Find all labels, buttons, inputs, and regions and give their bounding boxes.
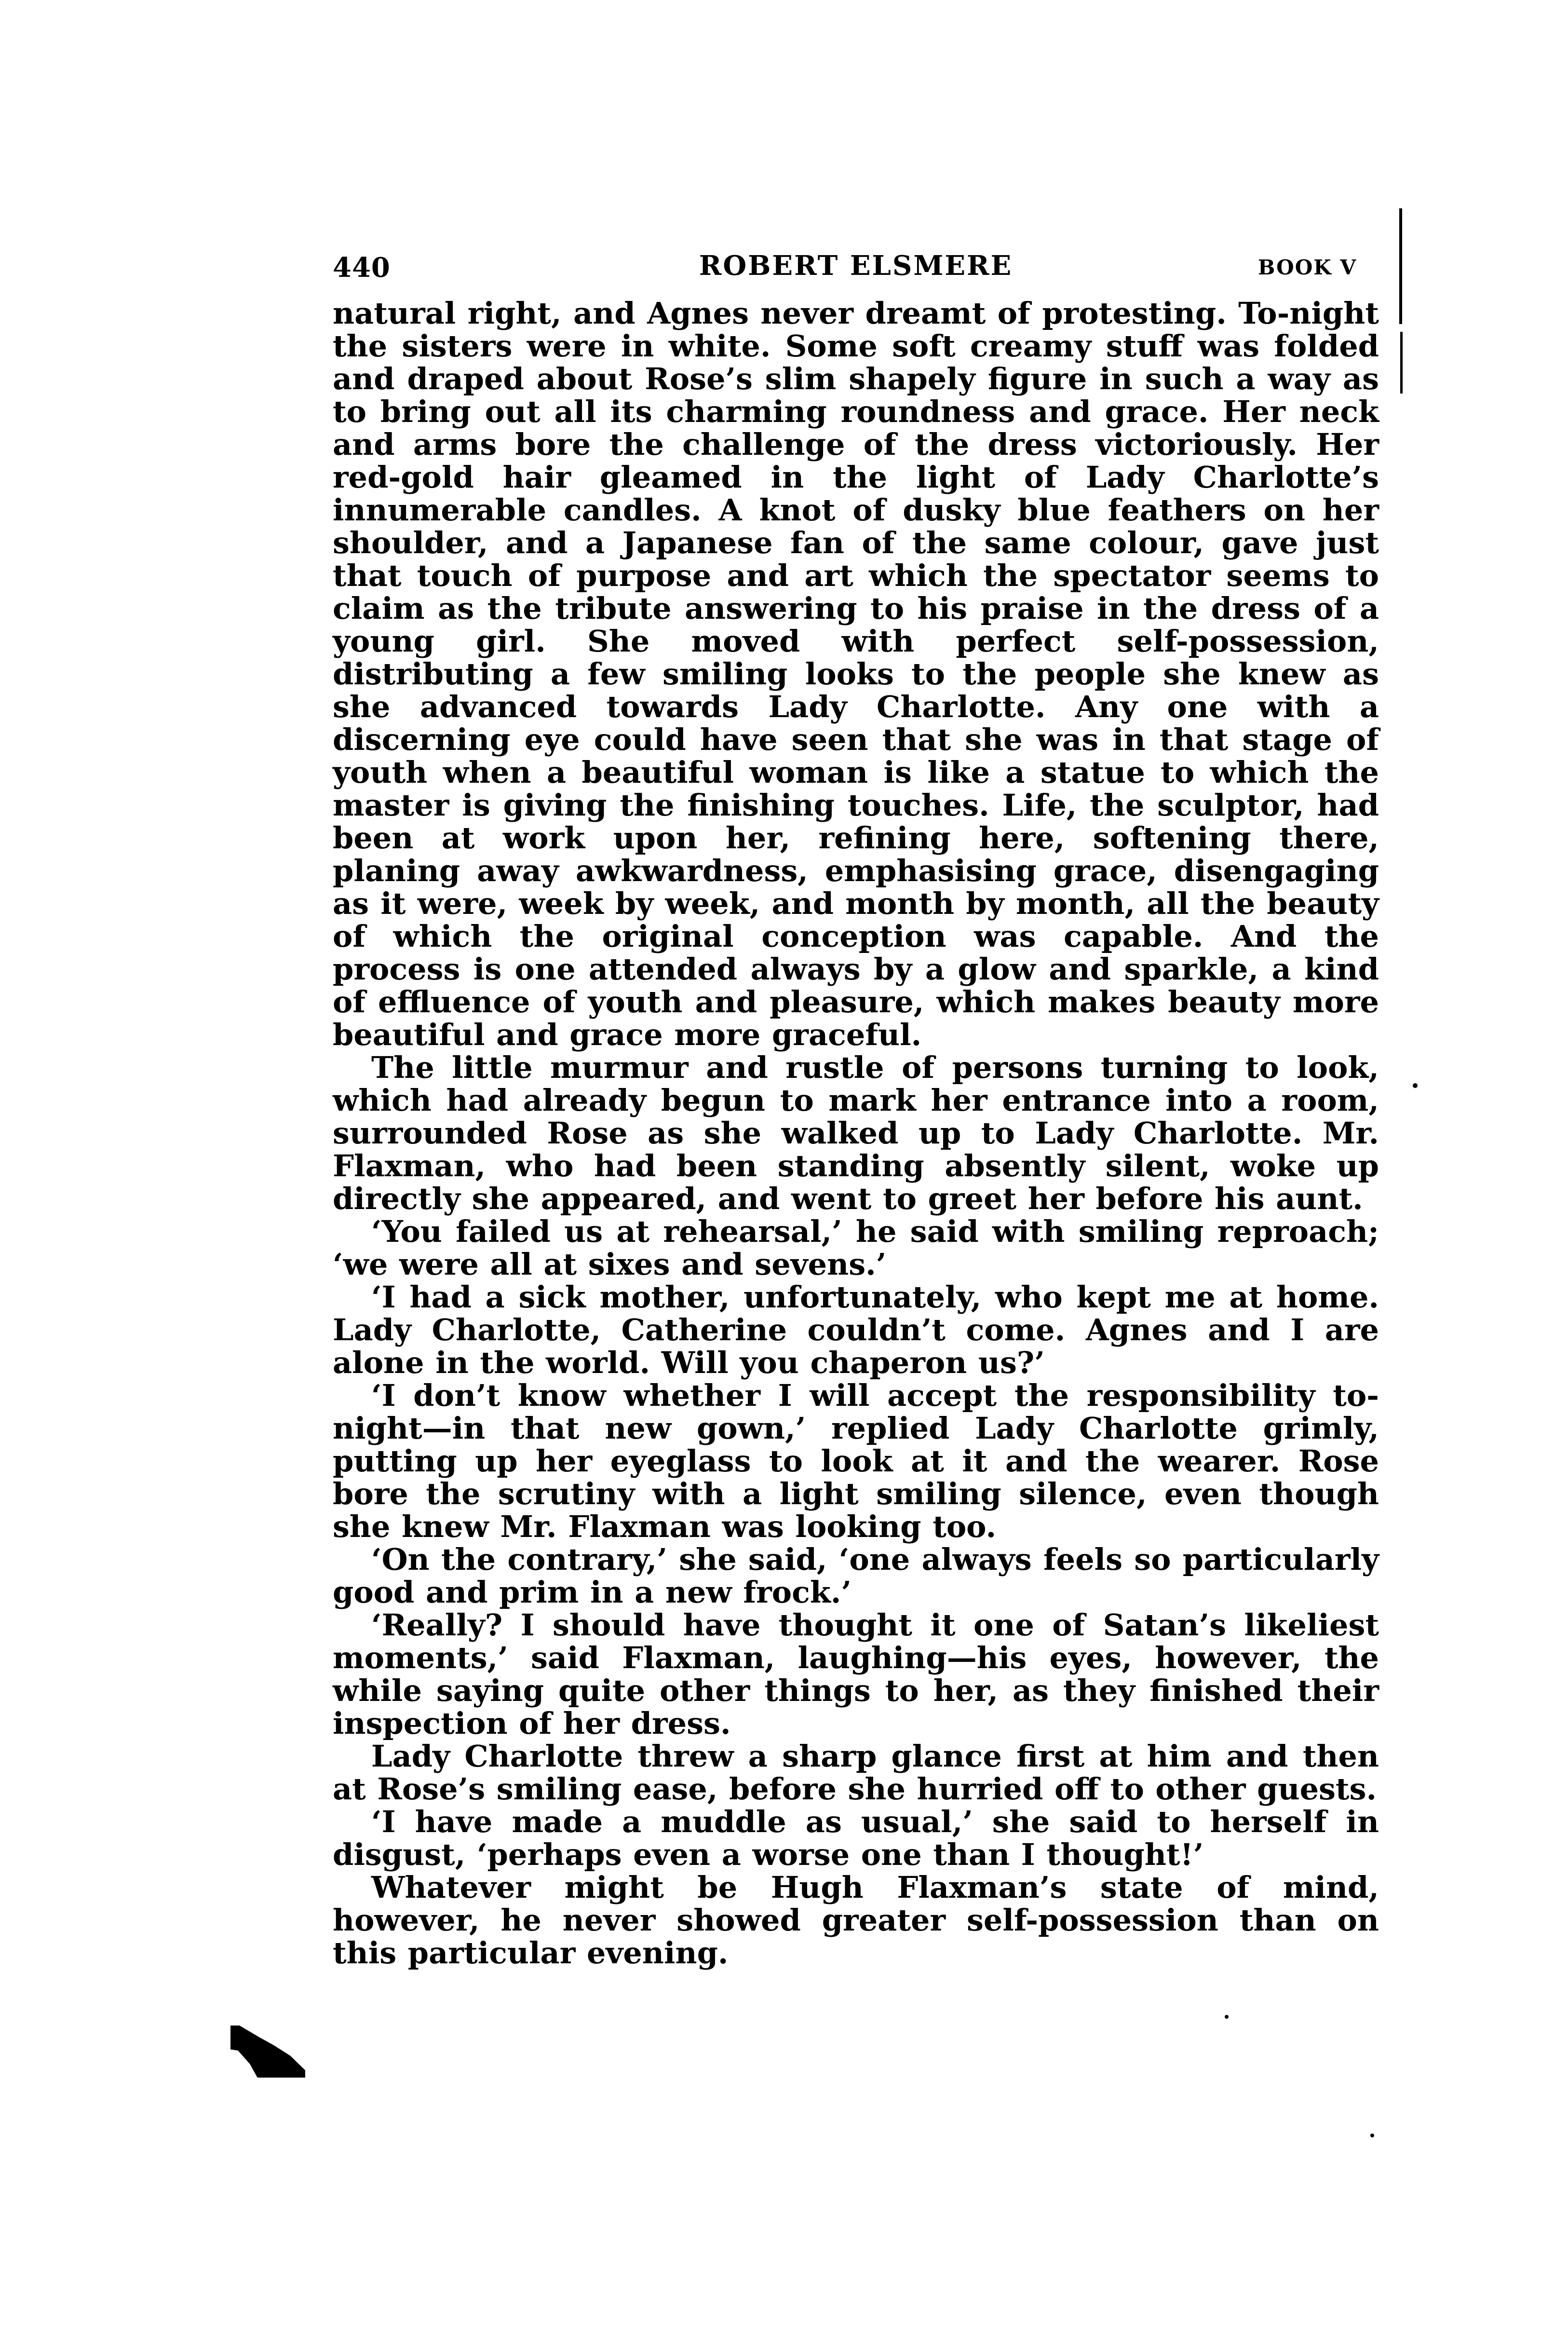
body-paragraph: Whatever might be Hugh Flaxman’s state of mind, however, he never showed greater self-possession than on this particular evening. — [333, 1870, 1379, 1971]
body-paragraph: ‘You failed us at rehearsal,’ he said with smiling reproach; ‘we were all at sixes and sevens.’ — [333, 1214, 1379, 1282]
body-paragraph: The little murmur and rustle of persons turning to look, which had already begun to mark her entrance into a room, surrounded Rose as she walked up to Lady Charlotte. Mr. Flaxman, who had been standing absently silent, woke up directly she appeared, and went to greet her before his aunt. — [333, 1050, 1379, 1216]
ink-blot-artifact — [230, 2026, 305, 2078]
body-paragraph: Lady Charlotte threw a sharp glance first at him and then at Rose’s smiling ease, before she hurried off to other guests. — [333, 1739, 1379, 1807]
page-number: 440 — [333, 252, 391, 284]
scan-edge-artifact — [1399, 208, 1402, 324]
running-title: ROBERT ELSMERE — [699, 250, 1013, 282]
body-paragraph: natural right, and Agnes never dreamt of protesting. To-night the sisters were in white. Some soft creamy stuff was folded and draped about Rose’s slim shapely figure in such a way as to bring out all its charming roundness and grace. Her neck and arms bore the challenge of the dress victoriously. Her red-gold hair gleamed in the light of Lady Charlotte’s innumerable candles. A knot of dusky blue feathers on her shoulder, and a Japanese fan of the same colour, gave just that touch of purpose and art which the spectator seems to claim as the tribute answering to his praise in the dress of a young girl. She moved with perfect self-possession, distributing a few smiling looks to the people she knew as she advanced towards Lady Charlotte. Any one with a discerning eye could have seen that she was in that stage of youth when a beautiful woman is like a statue to which the master is giving the finishing touches. Life, the sculptor, had been at work upon her, refining here, softening there, planing away awkwardness, emphasising grace, disengaging as it were, week by week, and month by month, all the beauty of which the original conception was capable. And the process is one attended always by a glow and sparkle, a kind of effluence of youth and pleasure, which makes beauty more beautiful and grace more graceful. — [333, 296, 1379, 1052]
book-section-label: BOOK V — [1257, 256, 1357, 279]
page-body-text — [333, 297, 1379, 1970]
body-paragraph: ‘On the contrary,’ she said, ‘one always feels so particularly good and prim in a new frock.’ — [333, 1542, 1379, 1610]
body-paragraph: ‘I have made a muddle as usual,’ she said to herself in disgust, ‘perhaps even a worse one than I thought!’ — [333, 1804, 1379, 1872]
ink-speck-artifact — [1413, 1083, 1418, 1088]
body-paragraph: ‘Really? I should have thought it one of Satan’s likeliest moments,’ said Flaxman, laughing—his eyes, however, the while saying quite other things to her, as they finished their inspection of her dress. — [333, 1607, 1379, 1741]
body-paragraph: ‘I don’t know whether I will accept the responsibility to-night—in that new gown,’ replied Lady Charlotte grimly, putting up her eyeglass to look at it and the wearer. Rose bore the scrutiny with a light smiling silence, even though she knew Mr. Flaxman was looking too. — [333, 1378, 1379, 1544]
scan-edge-artifact — [1400, 332, 1403, 394]
ink-speck-artifact — [1225, 2015, 1229, 2019]
ink-speck-artifact — [1370, 2134, 1374, 2137]
body-paragraph: ‘I had a sick mother, unfortunately, who kept me at home. Lady Charlotte, Catherine couldn’t come. Agnes and I are alone in the world. Will you chaperon us?’ — [333, 1279, 1379, 1380]
running-header — [333, 250, 1379, 284]
